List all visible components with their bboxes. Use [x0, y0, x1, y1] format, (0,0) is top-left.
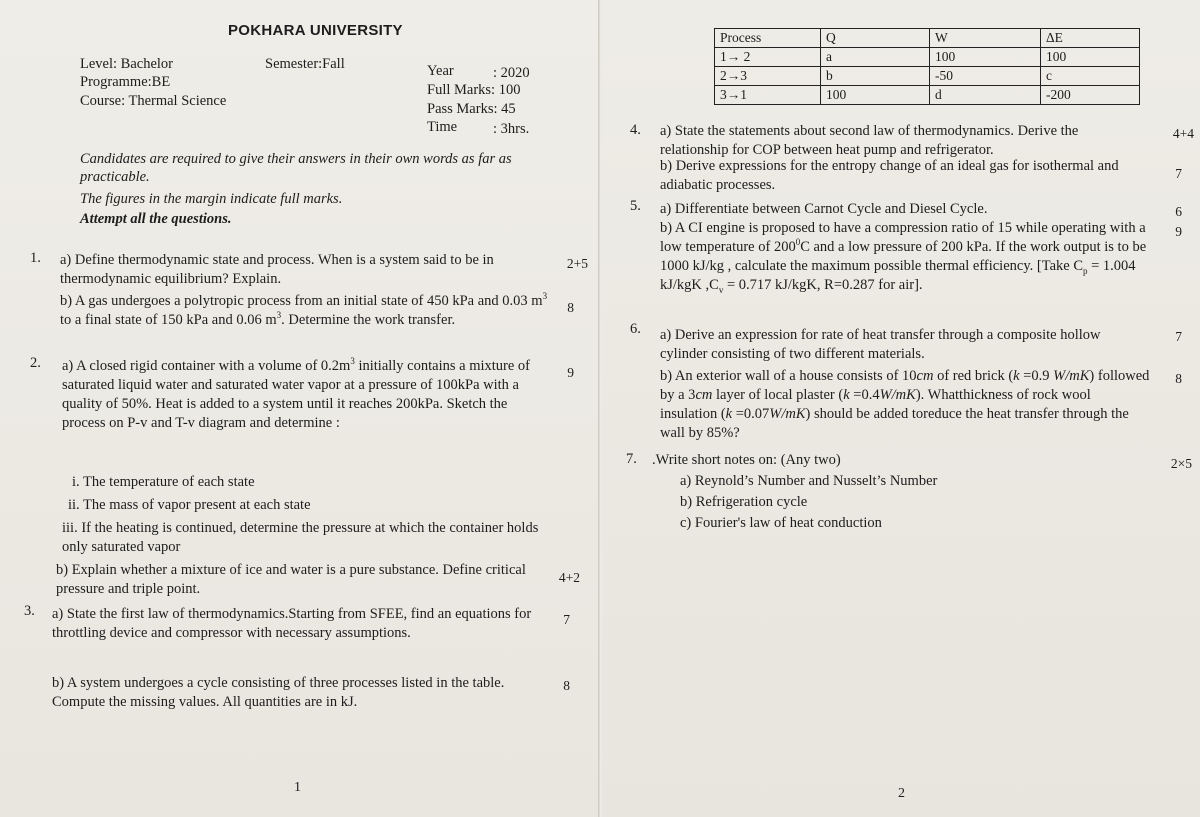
table-cell: 2→3 — [715, 67, 821, 86]
question-4b: b) Derive expressions for the entropy change of an ideal gas for isothermal and adiabatic processes. — [660, 158, 1119, 193]
time-label: Time — [427, 119, 458, 135]
table-cell: -50 — [930, 67, 1041, 86]
question-7b: b) Refrigeration cycle — [680, 494, 808, 510]
question-6b-marks: 8 — [1175, 371, 1182, 386]
course-label: Course: Thermal Science — [80, 93, 227, 109]
question-5-number: 5. — [630, 198, 641, 214]
question-6-number: 6. — [630, 321, 641, 337]
question-7c: c) Fourier's law of heat conduction — [680, 515, 882, 531]
question-4-number: 4. — [630, 122, 641, 138]
question-1a-marks: 2+5 — [566, 256, 588, 271]
time-value: : 3hrs. — [493, 121, 530, 137]
question-5a: a) Differentiate between Carnot Cycle and Diesel Cycle. — [660, 201, 988, 217]
programme-label: Programme:BE — [80, 74, 171, 90]
process-table — [714, 28, 1140, 105]
page-number-1: 1 — [294, 780, 301, 795]
question-3a-marks: 7 — [563, 612, 570, 627]
question-1a: a) Define thermodynamic state and process. When is a system said to be in thermodynamic equilibrium? Explain. — [60, 252, 494, 287]
pass-marks: Pass Marks: 45 — [427, 101, 516, 117]
full-marks: Full Marks: 100 — [427, 82, 521, 98]
question-6a-marks: 7 — [1175, 329, 1182, 344]
question-7-number: 7. — [626, 451, 637, 467]
year-value: : 2020 — [493, 65, 530, 81]
instruction-own-words: Candidates are required to give their answers in their own words as far as practicable. — [80, 151, 512, 185]
semester-label: Semester:Fall — [265, 56, 345, 72]
table-cell: 100 — [1041, 48, 1140, 67]
question-6a: a) Derive an expression for rate of heat transfer through a composite hollow cylinder consisting of two different materials. — [660, 327, 1101, 362]
question-4b-marks: 7 — [1175, 166, 1182, 181]
table-cell: -200 — [1041, 86, 1140, 105]
table-cell: 1→ 2 — [715, 48, 821, 67]
question-4a: a) State the statements about second law of thermodynamics. Derive the relationship for COP between heat pump and refrigerator. — [660, 123, 1079, 158]
question-6b: b) An exterior wall of a house consists of 10cm of red brick (k =0.9 W/mK) followed by a 3cm layer of local plaster (k =0.4W/mK). Whatthickness of rock wool insulation (k =0.07W/mK) should be added toreduce the heat transfer through the wall by 85%? — [660, 368, 1150, 441]
question-1-number: 1. — [30, 250, 41, 266]
table-header-cell: ΔE — [1041, 29, 1140, 48]
table-header-cell: W — [930, 29, 1041, 48]
page-2 — [602, 0, 1200, 817]
table-row — [715, 86, 1140, 105]
question-2-number: 2. — [30, 355, 41, 371]
question-3a: a) State the first law of thermodynamics.Starting from SFEE, find an equations for throttling device and compressor with necessary assumptions. — [52, 606, 532, 641]
question-2a: a) A closed rigid container with a volume of $0.2m^3$ initially contains a mixture of saturated liquid water and saturated water vapor at a pressure of 100kPa with a quality of 50%. Heat is added to a system until it reaches 200kPa. Sketch the process on P-v and T-v diagram and determine : — [62, 356, 530, 431]
table-cell: a — [821, 48, 930, 67]
question-1b: b) A gas undergoes a polytropic process from an initial state of 450 kPa and 0.03 $m^3$ to a final state of 150 kPa and 0.06 $m^3$. Determine the work transfer. — [60, 291, 548, 328]
question-2a-i: i. The temperature of each state — [72, 474, 255, 490]
table-header-cell: Q — [821, 29, 930, 48]
question-2a-iii: iii. If the heating is continued, determine the pressure at which the container holds only saturated vapor — [62, 520, 539, 555]
question-7-marks: 2×5 — [1170, 456, 1192, 471]
level-label: Level: Bachelor — [80, 56, 173, 72]
instruction-margin-marks: The figures in the margin indicate full marks. — [80, 191, 343, 207]
table-cell: c — [1041, 67, 1140, 86]
table-header-cell: Process — [715, 29, 821, 48]
question-2b-marks: 4+2 — [558, 570, 580, 585]
table-cell: d — [930, 86, 1041, 105]
question-3b-marks: 8 — [563, 678, 570, 693]
question-2a-marks: 9 — [567, 365, 574, 380]
table-cell: b — [821, 67, 930, 86]
table-row — [715, 48, 1140, 67]
question-5a-marks: 6 — [1175, 204, 1182, 219]
question-7-title: .Write short notes on: (Any two) — [652, 452, 841, 468]
university-title: POKHARA UNIVERSITY — [228, 22, 403, 39]
question-1b-marks: 8 — [567, 300, 574, 315]
question-2a-ii: ii. The mass of vapor present at each state — [68, 497, 311, 513]
instruction-attempt-all: Attempt all the questions. — [80, 211, 232, 227]
question-5b: b) A CI engine is proposed to have a compression ratio of 15 while operating with a low temperature of $200^0C$ and a low pressure of 200 kPa. If the work output is to be 1000 kJ/kg , calculate the maximum possible thermal efficiency. [Take $C_p = 1.004$ kJ/kgK $,C_v = 0.717$ kJ/kgK, R=0.287 for air]. — [660, 220, 1147, 295]
table-cell: 3→1 — [715, 86, 821, 105]
table-header-row — [715, 29, 1140, 48]
table-cell: 100 — [930, 48, 1041, 67]
question-3-number: 3. — [24, 603, 35, 619]
question-5b-marks: 9 — [1175, 224, 1182, 239]
question-2b: b) Explain whether a mixture of ice and water is a pure substance. Define critical pressure and triple point. — [56, 562, 526, 597]
table-cell: 100 — [821, 86, 930, 105]
page-number-2: 2 — [898, 786, 905, 801]
question-4a-marks: 4+4 — [1172, 126, 1194, 141]
table-row — [715, 67, 1140, 86]
question-7a: a) Reynold’s Number and Nusselt’s Number — [680, 473, 938, 489]
question-3b: b) A system undergoes a cycle consisting of three processes listed in the table. Compute the missing values. All quantities are in kJ. — [52, 675, 505, 710]
year-label: Year — [427, 63, 454, 79]
